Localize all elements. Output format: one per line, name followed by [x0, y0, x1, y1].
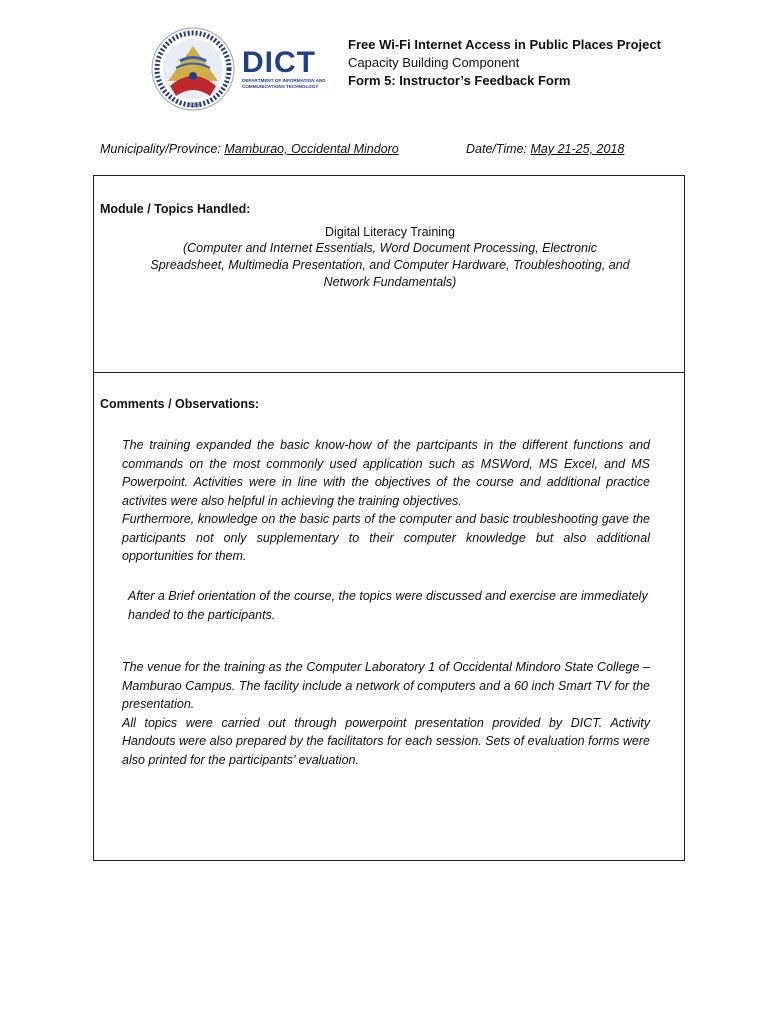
module-label: Module / Topics Handled:: [100, 202, 251, 216]
component-title: Capacity Building Component: [348, 55, 520, 70]
date-field: [466, 142, 624, 156]
form-title: Form 5: Instructor’s Feedback Form: [348, 73, 571, 88]
brand-block: [242, 48, 332, 89]
comments-label: Comments / Observations:: [100, 397, 260, 411]
brand-subtitle: DEPARTMENT OF INFORMATION AND COMMUNICATIONS TECHNOLOGY: [242, 78, 326, 89]
dict-seal-icon: [150, 26, 236, 112]
date-label: Date/Time:: [466, 142, 528, 156]
comment-paragraph-4: The venue for the training as the Computer Laboratory 1 of Occidental Mindoro State College – Mamburao Campus. The facility include a network of computers and a 60 inch Smart TV for the presentation.: [122, 660, 650, 711]
seal-year: 2016: [186, 103, 200, 109]
comment-paragraph-1: The training expanded the basic know-how of the partcipants in the different functions and commands on the most commonly used application such as MSWord, MS Excel, and MS Powerpoint. Activities were in line with the objectives of the course and additional practice activites were also helpful in achieving the training objectives.: [122, 438, 650, 508]
dict-logo: [150, 26, 340, 112]
form-header: [348, 36, 661, 90]
municipality-value: Mamburao, Occidental Mindoro: [224, 142, 399, 156]
brand-wordmark: DICT: [242, 46, 316, 79]
module-section: [93, 175, 685, 373]
project-title: Free Wi-Fi Internet Access in Public Places Project: [348, 37, 661, 52]
municipality-field: [100, 142, 399, 156]
date-value: May 21-25, 2018: [530, 142, 625, 156]
training-title: Digital Literacy Training: [325, 225, 455, 239]
municipality-label: Municipality/Province:: [100, 142, 221, 156]
comment-paragraph-3: After a Brief orientation of the course, the topics were discussed and exercise are immediately handed to the participants.: [128, 589, 648, 622]
comment-paragraph-5: All topics were carried out through powerpoint presentation provided by DICT. Activity Handouts were also prepared by the facilitators for each session. Sets of evaluation forms were also printed for the participants’ evaluation.: [122, 715, 650, 767]
comments-block-3: [122, 658, 650, 769]
training-topics: (Computer and Internet Essentials, Word Document Processing, Electronic Spreadsheet, Multimedia Presentation, and Computer Hardware, Troubleshooting, and Network Fundamentals): [150, 241, 630, 289]
comments-block-2: [128, 587, 658, 624]
comments-block-1: [122, 436, 650, 566]
comments-section: [93, 372, 685, 861]
comment-paragraph-2: Furthermore, knowledge on the basic parts of the computer and basic troubleshooting gave the participants not only supplementary to their computer knowledge but also additional opportunities for them.: [122, 512, 650, 563]
